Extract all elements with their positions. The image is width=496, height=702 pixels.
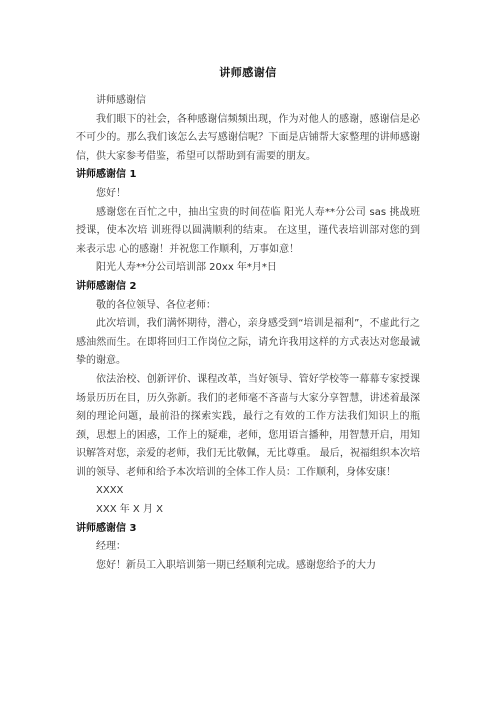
letter-1-greeting: 您好！ bbox=[96, 187, 126, 199]
intro-paragraph: 我们眼下的社会，各种感谢信频频出现，作为对他人的感谢，感谢信是必不可少的。那么我们该怎么去写感谢信呢？下面是店铺帮大家整理的讲师感谢信，供大家参考借鉴，希望可以帮助到有需要的朋友。 bbox=[76, 113, 420, 162]
letter-3-greeting: 经理： bbox=[96, 541, 126, 553]
letter-2-greeting: 敬的各位领导、各位老师： bbox=[96, 299, 216, 311]
letter-2-body-1: 此次培训，我们满怀期待，潜心，亲身感受到“培训是福利”，不虚此行之感油然而生。在即将回归工作岗位之际，请允许我用这样的方式表达对您最诚挚的谢意。 bbox=[76, 318, 420, 367]
letter-2-body-2: 依法治校、创新评价、课程改革，当好领导、管好学校等一幕幕专家授课场景历历在目，历久弥新。我们的老师毫不吝啬与大家分享智慧，讲述着最深刻的理论问题，最前沿的探索实践，最行之有效的工作方法我们知识上的瓶颈，思想上的困惑，工作上的疑难，老师，您用语言播种，用智慧开启，用知识解答对您，亲爱的老师，我们无比敬佩，无比尊重。 最后，祝福组织本次培训的领导、老师和给予本次培训的全体工作人员：工作顺利，身体安康！ bbox=[76, 373, 420, 478]
letter-1-heading: 讲师感谢信 1 bbox=[76, 169, 137, 181]
letter-3-heading: 讲师感谢信 3 bbox=[76, 522, 137, 534]
letter-2-heading: 讲师感谢信 2 bbox=[76, 280, 137, 292]
letter-1-body: 感谢您在百忙之中，抽出宝贵的时间莅临 阳光人寿**分公司 sas 挑战班授课，使本次培 训班得以圆满顺利的结束。 在这里，谨代表培训部对您的到来表示忠 心的感谢！并祝您工作顺利，万事如意！ bbox=[76, 206, 420, 255]
document-title: 讲师感谢信 bbox=[219, 66, 277, 79]
letter-2-date: XXX 年 X 月 X bbox=[96, 504, 163, 516]
letter-1-signature: 阳光人寿**分公司培训部 20xx 年*月*日 bbox=[96, 262, 277, 274]
subtitle: 讲师感谢信 bbox=[96, 95, 146, 106]
letter-2-signature: XXXX bbox=[96, 485, 124, 497]
document-body bbox=[76, 92, 420, 575]
letter-3-body: 您好！新员工入职培训第一期已经顺利完成。感谢您给予的大力 bbox=[96, 559, 376, 571]
